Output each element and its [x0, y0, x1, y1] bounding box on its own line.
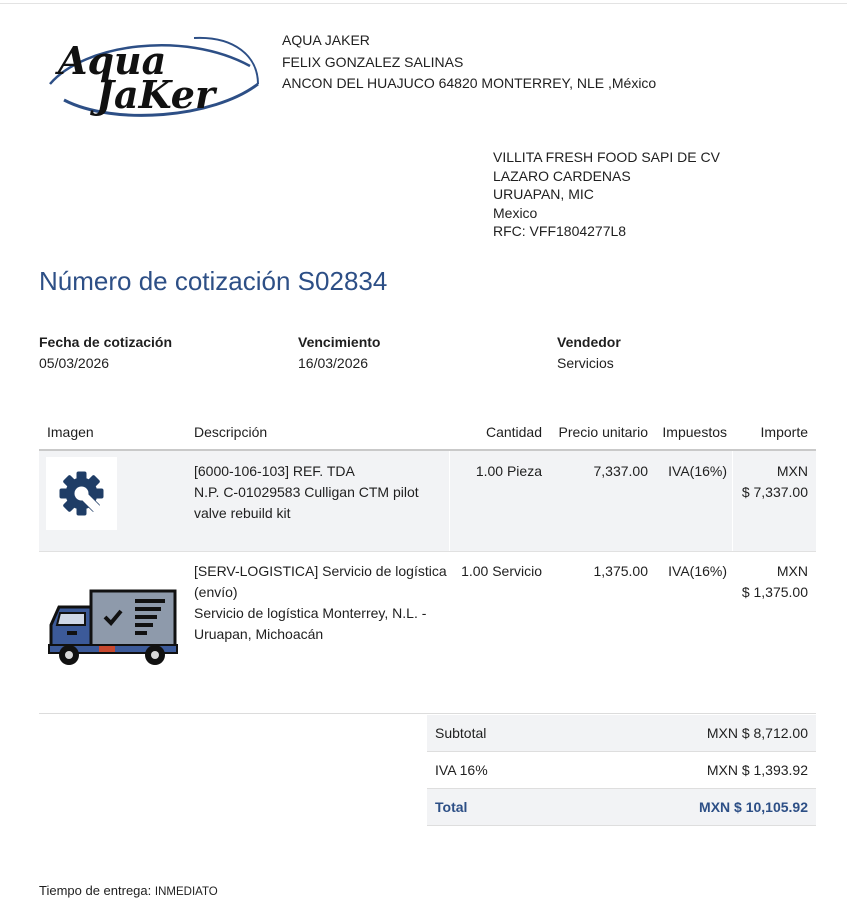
customer-street: LAZARO CARDENAS: [493, 167, 631, 184]
customer-name: VILLITA FRESH FOOD SAPI DE CV: [493, 149, 720, 165]
customer-rfc: RFC: VFF1804277L8: [493, 223, 627, 239]
column-divider: [732, 451, 733, 551]
total-row: [427, 789, 816, 826]
company-address: [282, 30, 656, 95]
seller-value: Servicios: [557, 355, 614, 371]
table-row: [39, 451, 816, 551]
tax-value: MXN $ 1,393.92: [706, 762, 808, 778]
seller-label: Vendedor: [557, 334, 621, 350]
product-image: [46, 457, 117, 530]
customer-address: [493, 148, 720, 241]
due-date: [298, 332, 380, 374]
item-tax: IVA(16%): [668, 463, 727, 479]
company-contact: FELIX GONZALEZ SALINAS: [282, 53, 464, 70]
due-date-value: 16/03/2026: [298, 355, 369, 371]
item-quantity: 1.00 Servicio: [461, 563, 542, 579]
quote-date-label: Fecha de cotización: [39, 334, 173, 350]
item-tax: IVA(16%): [668, 563, 727, 579]
header-quantity: Cantidad: [485, 424, 542, 440]
subtotal-value: MXN $ 8,712.00: [706, 725, 808, 741]
total-value: MXN $ 10,105.92: [699, 799, 808, 815]
gear-icon: [46, 457, 117, 530]
item-description: [SERV-LOGISTICA] Servicio de logística (envío) Servicio de logística Monterrey, N.L. - Uruapan, Michoacán: [194, 563, 447, 642]
company-address-line: ANCON DEL HUAJUCO 64820 MONTERREY, NLE ,México: [282, 75, 657, 91]
item-description: [6000-106-103] REF. TDA N.P. C-01029583 Culligan CTM pilot valve rebuild kit: [194, 463, 419, 521]
column-divider: [449, 451, 450, 551]
subtotal-row: [427, 715, 816, 752]
totals-divider: [39, 713, 816, 714]
item-quantity: 1.00 Pieza: [475, 463, 542, 479]
logo-line-1: Aqua: [58, 38, 167, 83]
quote-title: Número de cotización S02834: [39, 266, 388, 296]
items-table: [39, 418, 816, 715]
table-row: [39, 552, 816, 715]
subtotal-label: Subtotal: [435, 725, 487, 741]
item-unit-price: 1,375.00: [593, 563, 648, 579]
item-unit-price: 7,337.00: [593, 463, 648, 479]
item-amount: MXN $ 7,337.00: [741, 463, 808, 500]
delivery-value: INMEDIATO: [154, 886, 218, 898]
seller: [557, 332, 621, 374]
customer-city: URUAPAN, MIC: [493, 186, 594, 202]
quote-date: [39, 332, 172, 374]
header-amount: Importe: [760, 424, 808, 440]
header-taxes: Impuestos: [662, 424, 727, 440]
table-header: [39, 418, 816, 451]
total-label: Total: [435, 799, 468, 815]
item-amount: MXN $ 1,375.00: [741, 563, 808, 600]
company-name: AQUA JAKER: [282, 32, 370, 48]
company-logo: [44, 26, 264, 118]
tax-row: [427, 752, 816, 789]
delivery-time: [39, 883, 218, 898]
top-divider: [0, 3, 847, 4]
header-description: Descripción: [194, 424, 268, 440]
customer-country: Mexico: [493, 204, 538, 221]
tax-label: IVA 16%: [435, 762, 488, 778]
delivery-truck-icon: [47, 589, 179, 667]
quote-date-value: 05/03/2026: [39, 355, 110, 371]
due-date-label: Vencimiento: [298, 334, 381, 350]
header-image: Imagen: [47, 424, 94, 440]
header-unit-price: Precio unitario: [558, 424, 648, 440]
delivery-label: Tiempo de entrega:: [39, 883, 152, 898]
logo-line-2: JaKer: [96, 72, 215, 117]
totals-table: [427, 715, 816, 826]
